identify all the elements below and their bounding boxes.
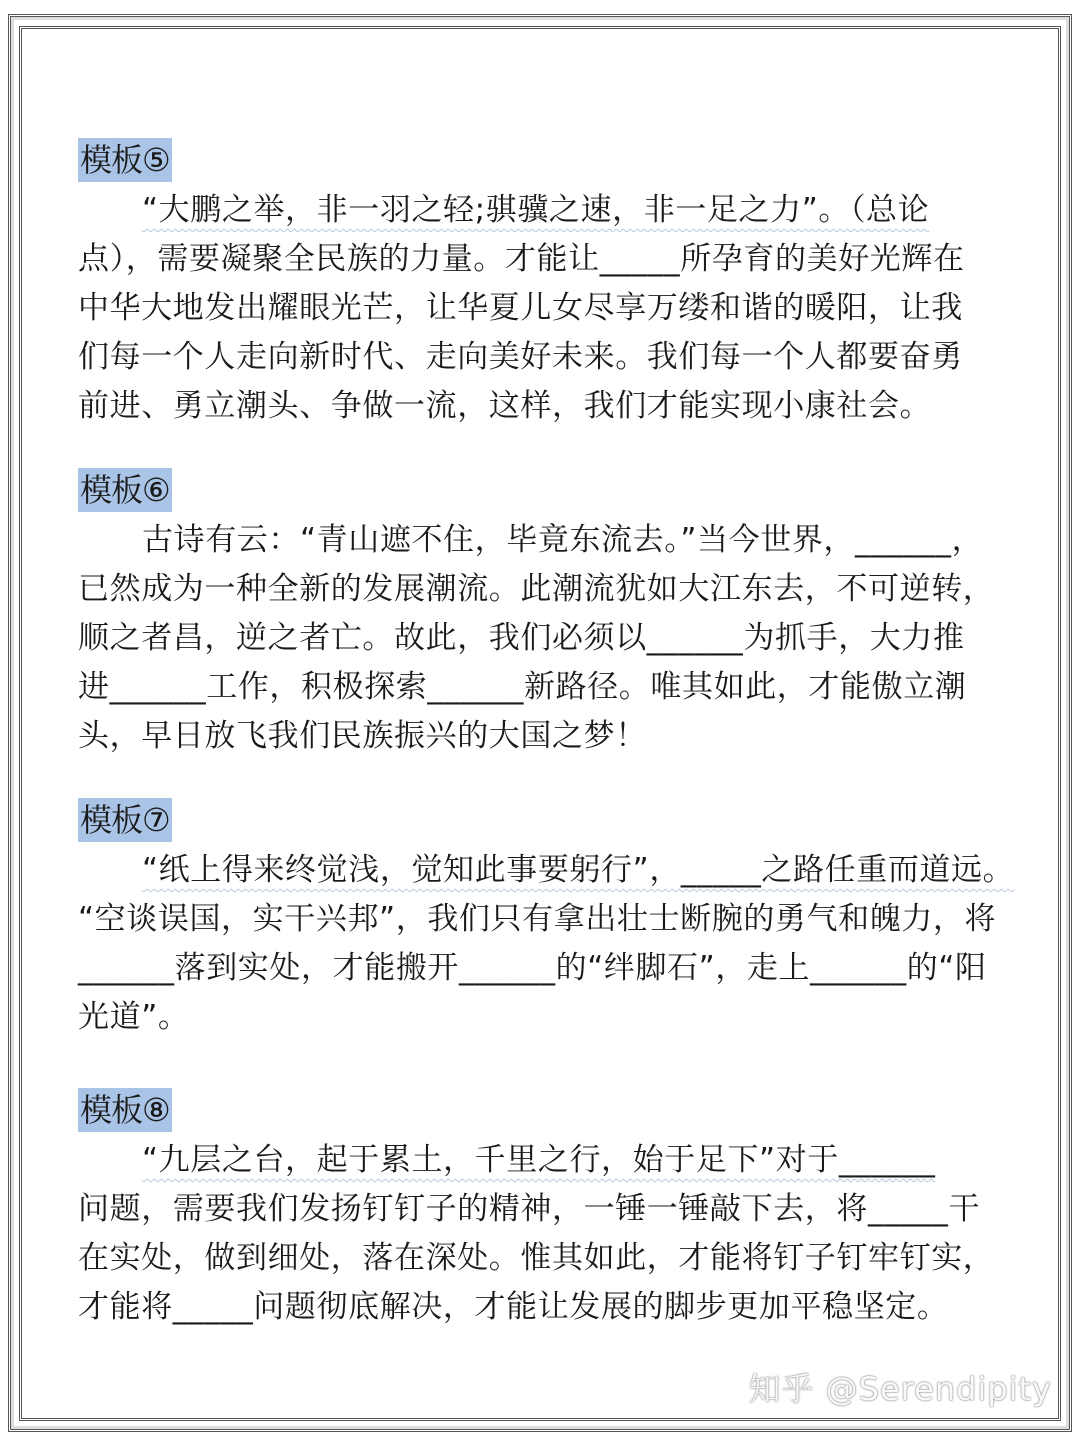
paragraph-line: 前进、勇立潮头、争做一流，这样，我们才能实现小康社会。 bbox=[78, 388, 932, 424]
paragraph-line: 才能将_____问题彻底解决，才能让发展的脚步更加平稳坚定。 bbox=[78, 1289, 949, 1325]
template-6-paragraph bbox=[78, 516, 1008, 761]
template-7-section bbox=[78, 798, 1015, 1042]
zhihu-watermark: 知乎 @Serendipity bbox=[748, 1370, 1052, 1408]
paragraph-line: 们每一个人走向新时代、走向美好未来。我们每一个人都要奋勇 bbox=[78, 339, 963, 375]
paragraph-line: “纸上得来终觉浅，觉知此事要躬行”，_____之路任重而道远。 bbox=[142, 852, 1015, 888]
template-5-section bbox=[78, 138, 1008, 431]
paragraph-line: “大鹏之举，非一羽之轻;骐骥之速，非一足之力”。（总论 bbox=[142, 192, 930, 228]
paragraph-line: “九层之台，起于累土，千里之行，始于足下”对于______ bbox=[142, 1142, 936, 1178]
paragraph-line: 点），需要凝聚全民族的力量。才能让_____所孕育的美好光辉在 bbox=[78, 241, 965, 277]
paragraph-line: 进______工作，积极探索______新路径。唯其如此，才能傲立潮 bbox=[78, 669, 967, 705]
template-6-section bbox=[78, 468, 1008, 761]
paragraph-line: 已然成为一种全新的发展潮流。此潮流犹如大江东去，不可逆转， bbox=[78, 571, 995, 607]
paragraph-line: “空谈误国，实干兴邦”，我们只有拿出壮士断腕的勇气和魄力，将 bbox=[78, 901, 997, 937]
template-7-heading: 模板⑦ bbox=[78, 798, 172, 842]
paragraph-line: 古诗有云：“青山遮不住，毕竟东流去。”当今世界，______， bbox=[142, 522, 984, 558]
template-7-paragraph bbox=[78, 846, 1015, 1042]
template-6-heading: 模板⑥ bbox=[78, 468, 172, 512]
paragraph-line: 在实处，做到细处，落在深处。惟其如此，才能将钉子钉牢钉实， bbox=[78, 1240, 995, 1276]
template-5-paragraph bbox=[78, 186, 1008, 431]
paragraph-line: 问题，需要我们发扬钉钉子的精神，一锤一锤敲下去，将_____干 bbox=[78, 1191, 981, 1227]
template-8-section bbox=[78, 1088, 1008, 1332]
template-8-heading: 模板⑧ bbox=[78, 1088, 172, 1132]
template-8-paragraph bbox=[78, 1136, 1008, 1332]
paragraph-line: 中华大地发出耀眼光芒，让华夏儿女尽享万缕和谐的暖阳，让我 bbox=[78, 290, 963, 326]
paragraph-line: 光道”。 bbox=[78, 999, 190, 1035]
paragraph-line: 头，早日放飞我们民族振兴的大国之梦！ bbox=[78, 718, 647, 754]
template-5-heading: 模板⑤ bbox=[78, 138, 172, 182]
paragraph-line: 顺之者昌，逆之者亡。故此，我们必须以______为抓手，大力推 bbox=[78, 620, 965, 656]
paragraph-line: ______落到实处，才能搬开______的“绊脚石”，走上______的“阳 bbox=[78, 950, 987, 986]
